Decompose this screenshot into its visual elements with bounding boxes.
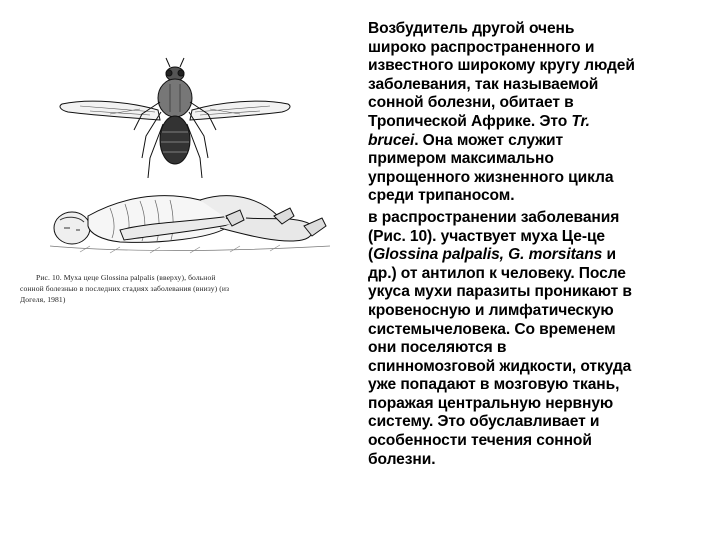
text-line — [368, 376, 714, 395]
caption-line: Рис. 10. Муха цеце Glossina palpalis (вверху), больной — [36, 273, 216, 282]
text-line — [368, 209, 714, 228]
text-line — [368, 246, 714, 265]
text-line — [368, 339, 714, 358]
text-segment: (Рис. 10). участвует муха Це-це — [368, 227, 606, 245]
tsetse-fly-and-patient-drawing — [20, 40, 340, 270]
text-segment: ( — [368, 246, 374, 264]
figure-caption — [20, 272, 345, 305]
text-line — [368, 302, 714, 321]
text-line — [368, 150, 714, 169]
body-text — [368, 20, 714, 469]
tsetse-fly-drawing — [60, 58, 290, 178]
text-segment: и — [602, 246, 616, 264]
text-line — [368, 283, 714, 302]
text-line — [368, 39, 714, 58]
text-segment: особенности течения сонной — [368, 432, 592, 450]
text-line — [368, 395, 714, 414]
text-segment: сонной болезни, обитает в — [368, 94, 574, 112]
text-line — [368, 113, 714, 132]
caption-line: сонной болезнью в последних стадиях заболевания (внизу) (из — [20, 284, 230, 293]
text-segment: широко распространенного и — [368, 38, 595, 56]
text-segment: систему. Это обуславливает и — [368, 413, 600, 431]
text-line — [368, 413, 714, 432]
text-segment: укуса мухи паразиты проникают в — [368, 283, 632, 301]
text-segment: примером максимально — [368, 150, 554, 168]
text-line — [368, 169, 714, 188]
text-line — [368, 94, 714, 113]
text-segment: Тропической Африке. Это — [368, 112, 572, 130]
text-segment: поражая центральную нервную — [368, 394, 614, 412]
italic-text: Glossina palpalis, G. morsitans — [373, 246, 603, 264]
text-line — [368, 321, 714, 340]
text-segment: среди трипаносом. — [368, 187, 515, 205]
text-segment: болезни. — [368, 450, 436, 468]
patient-drawing — [50, 196, 330, 253]
caption-line: Догеля, 1981) — [20, 295, 66, 304]
text-segment: . Она может служит — [414, 131, 564, 149]
italic-text: brucei — [368, 131, 415, 149]
paragraph — [368, 20, 714, 206]
text-line — [368, 432, 714, 451]
text-line — [368, 358, 714, 377]
text-segment: др.) от антилоп к человеку. После — [368, 264, 626, 282]
text-segment: в распространении заболевания — [368, 208, 620, 226]
text-line — [368, 132, 714, 151]
text-line — [368, 265, 714, 284]
text-segment: кровеносную и лимфатическую — [368, 301, 614, 319]
text-segment: известного широкому кругу людей — [368, 57, 635, 75]
text-segment: спинномозговой жидкости, откуда — [368, 357, 632, 375]
text-line — [368, 228, 714, 247]
text-segment: Возбудитель другой очень — [368, 20, 575, 37]
text-segment: упрощенного жизненного цикла — [368, 168, 614, 186]
paragraph — [368, 209, 714, 469]
italic-text: Tr. — [571, 112, 590, 130]
text-line — [368, 20, 714, 39]
text-segment: системычеловека. Со временем — [368, 320, 616, 338]
text-segment: уже попадают в мозговую ткань, — [368, 376, 620, 394]
text-segment: они поселяются в — [368, 339, 507, 357]
text-line — [368, 187, 714, 206]
text-line — [368, 451, 714, 470]
text-segment: заболевания, так называемой — [368, 75, 599, 93]
text-line — [368, 76, 714, 95]
text-line — [368, 57, 714, 76]
